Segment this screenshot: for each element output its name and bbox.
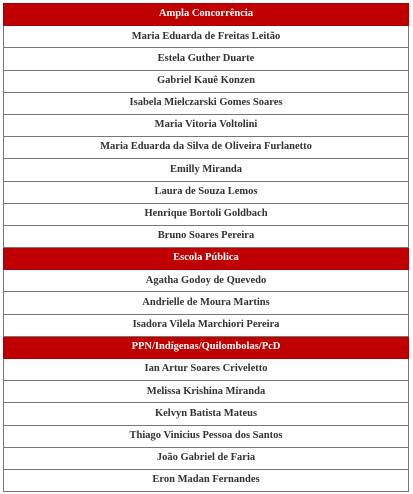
table-row xyxy=(4,270,409,292)
table-row xyxy=(4,403,409,425)
table-row xyxy=(4,292,409,314)
section-title: Escola Pública xyxy=(4,248,409,270)
candidate-name: Isabela Mielczarski Gomes Soares xyxy=(4,92,409,114)
table-row xyxy=(4,359,409,381)
candidate-name: Agatha Godoy de Quevedo xyxy=(4,270,409,292)
section-header-ppn-indigenas-quilombolas-pcd xyxy=(4,336,409,358)
section-title: PPN/Indígenas/Quilombolas/PcD xyxy=(4,336,409,358)
table-row xyxy=(4,225,409,247)
table-row xyxy=(4,381,409,403)
candidate-name: Eron Madan Fernandes xyxy=(4,469,409,491)
candidate-name: Maria Eduarda de Freitas Leitão xyxy=(4,26,409,48)
candidate-name: Laura de Souza Lemos xyxy=(4,181,409,203)
candidate-name: Estela Guther Duarte xyxy=(4,48,409,70)
classification-list-table xyxy=(3,3,409,492)
table-row xyxy=(4,469,409,491)
candidate-name: Thiago Vinicius Pessoa dos Santos xyxy=(4,425,409,447)
table-row xyxy=(4,92,409,114)
candidate-name: Gabriel Kauê Konzen xyxy=(4,70,409,92)
table-row xyxy=(4,26,409,48)
section-header-ampla-concorrencia xyxy=(4,4,409,26)
table-row xyxy=(4,137,409,159)
candidate-name: Bruno Soares Pereira xyxy=(4,225,409,247)
candidate-name: Kelvyn Batista Mateus xyxy=(4,403,409,425)
candidate-name: Andrielle de Moura Martins xyxy=(4,292,409,314)
candidate-name: Ian Artur Soares Criveletto xyxy=(4,359,409,381)
section-title: Ampla Concorrência xyxy=(4,4,409,26)
table-row xyxy=(4,159,409,181)
section-header-escola-publica xyxy=(4,248,409,270)
candidate-name: João Gabriel de Faria xyxy=(4,447,409,469)
candidate-name: Isadora Vilela Marchiori Pereira xyxy=(4,314,409,336)
table-row xyxy=(4,114,409,136)
table-row xyxy=(4,425,409,447)
candidate-name: Henrique Bortoli Goldbach xyxy=(4,203,409,225)
table-row xyxy=(4,48,409,70)
candidate-name: Maria Vitoria Voltolini xyxy=(4,114,409,136)
table-row xyxy=(4,181,409,203)
candidate-name: Emilly Miranda xyxy=(4,159,409,181)
table-row xyxy=(4,203,409,225)
table-row xyxy=(4,70,409,92)
candidate-name: Maria Eduarda da Silva de Oliveira Furlanetto xyxy=(4,137,409,159)
candidate-name: Melissa Krishina Miranda xyxy=(4,381,409,403)
table-row xyxy=(4,447,409,469)
table-row xyxy=(4,314,409,336)
